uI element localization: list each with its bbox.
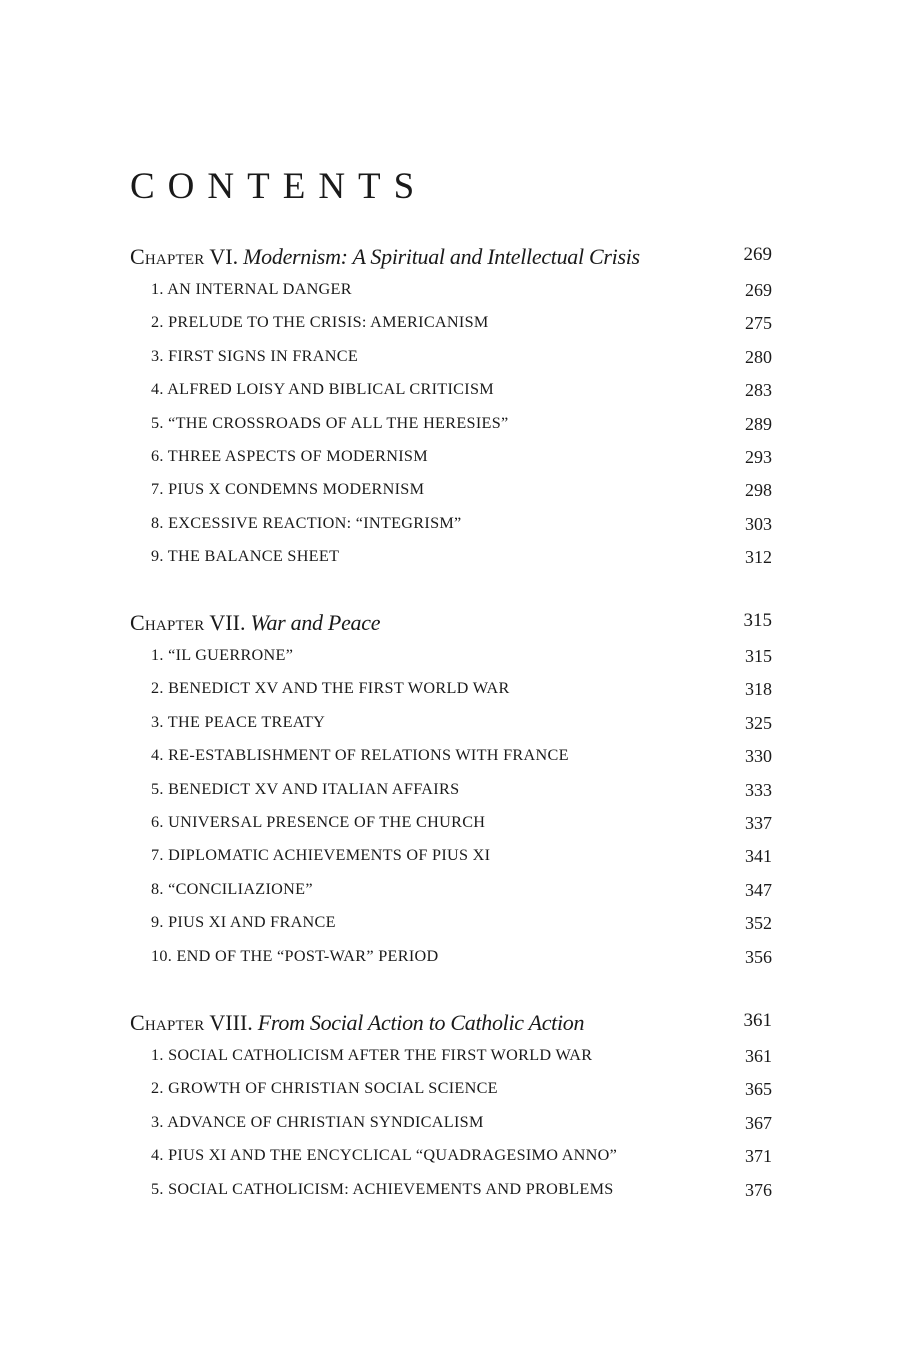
chapter-7: [130, 610, 772, 980]
chapter-heading[interactable]: [130, 610, 772, 646]
section-entry[interactable]: [130, 347, 772, 380]
page-number: 283: [745, 380, 772, 401]
section-entry[interactable]: [130, 1046, 772, 1079]
page-number: 318: [745, 679, 772, 700]
page-title: CONTENTS: [130, 166, 428, 207]
section-entry[interactable]: [130, 1113, 772, 1146]
section-title: 1. SOCIAL CATHOLICISM AFTER THE FIRST WORLD WAR: [151, 1046, 593, 1064]
section-title: 1. AN INTERNAL DANGER: [151, 280, 352, 298]
chapter-title: From Social Action to Catholic Action: [257, 1010, 585, 1035]
section-title: 6. UNIVERSAL PRESENCE OF THE CHURCH: [151, 812, 486, 831]
section-title: 4. ALFRED LOISY AND BIBLICAL CRITICISM: [151, 380, 494, 399]
page-number: 376: [745, 1179, 772, 1200]
section-entry[interactable]: [130, 480, 772, 513]
section-entry[interactable]: [130, 447, 772, 480]
section-title: 8. EXCESSIVE REACTION: “INTEGRISM”: [151, 513, 462, 532]
page-number: 275: [745, 313, 772, 334]
chapter-8: [130, 1010, 772, 1213]
chapter-number: VIII.: [209, 1010, 253, 1035]
section-entry[interactable]: [130, 880, 772, 913]
section-title: 9. PIUS XI AND FRANCE: [151, 913, 336, 932]
section-entry[interactable]: [130, 746, 772, 779]
section-title: 2. BENEDICT XV AND THE FIRST WORLD WAR: [151, 679, 510, 698]
section-title: 7. DIPLOMATIC ACHIEVEMENTS OF PIUS XI: [151, 846, 491, 865]
chapter-title: War and Peace: [250, 610, 381, 635]
section-entry[interactable]: [130, 780, 772, 813]
section-entry[interactable]: [130, 1146, 772, 1179]
section-entry[interactable]: [130, 1180, 772, 1213]
chapter-number: VII.: [209, 610, 246, 635]
section-entry[interactable]: [130, 813, 772, 846]
page-number: 371: [745, 1146, 772, 1167]
section-title: 5. SOCIAL CATHOLICISM: ACHIEVEMENTS AND PROBLEMS: [151, 1179, 614, 1198]
page-number: 330: [745, 746, 772, 767]
page-number: 367: [745, 1112, 772, 1133]
section-entry[interactable]: [130, 1079, 772, 1112]
section-entry[interactable]: [130, 713, 772, 746]
section-entry[interactable]: [130, 313, 772, 346]
page-number: 315: [743, 610, 772, 631]
section-title: 5. BENEDICT XV AND ITALIAN AFFAIRS: [151, 779, 460, 798]
page-number: 303: [745, 513, 772, 534]
section-entry[interactable]: [130, 846, 772, 879]
section-title: 2. GROWTH OF CHRISTIAN SOCIAL SCIENCE: [151, 1079, 498, 1098]
section-title: 2. PRELUDE TO THE CRISIS: AMERICANISM: [151, 313, 489, 332]
page-number: 293: [745, 446, 772, 467]
section-title: 7. PIUS X CONDEMNS MODERNISM: [151, 480, 425, 499]
page-number: 352: [745, 913, 772, 934]
chapter-title: Modernism: A Spiritual and Intellectual Crisis: [243, 244, 640, 269]
section-title: 1. “IL GUERRONE”: [151, 646, 294, 664]
section-title: 4. RE-ESTABLISHMENT OF RELATIONS WITH FRANCE: [151, 746, 569, 765]
section-title: 5. “THE CROSSROADS OF ALL THE HERESIES”: [151, 413, 509, 432]
page-number: 269: [745, 280, 772, 300]
section-title: 4. PIUS XI AND THE ENCYCLICAL “QUADRAGESIMO ANNO”: [151, 1146, 618, 1165]
page-number: 341: [745, 846, 772, 867]
section-title: 3. FIRST SIGNS IN FRANCE: [151, 346, 359, 365]
section-title: 10. END OF THE “POST-WAR” PERIOD: [151, 946, 439, 965]
chapter-number: VI.: [209, 244, 239, 269]
page-number: 325: [745, 712, 772, 733]
section-title: 6. THREE ASPECTS OF MODERNISM: [151, 446, 428, 465]
chapter-label: Chapter: [130, 610, 205, 635]
page-number: 333: [745, 779, 772, 800]
page-number: 315: [745, 646, 772, 666]
chapter-heading[interactable]: [130, 244, 772, 280]
page-number: 347: [745, 879, 772, 900]
page-number: 269: [743, 244, 772, 265]
section-entry[interactable]: [130, 947, 772, 980]
section-entry[interactable]: [130, 514, 772, 547]
chapter-6: [130, 244, 772, 581]
section-entry[interactable]: [130, 380, 772, 413]
section-entry[interactable]: [130, 547, 772, 580]
section-title: 3. ADVANCE OF CHRISTIAN SYNDICALISM: [151, 1112, 484, 1131]
section-title: 8. “CONCILIAZIONE”: [151, 879, 313, 898]
section-title: 3. THE PEACE TREATY: [151, 712, 326, 731]
chapter-heading[interactable]: [130, 1010, 772, 1046]
page-number: 361: [745, 1046, 772, 1066]
page-number: 298: [745, 480, 772, 501]
section-entry[interactable]: [130, 913, 772, 946]
page-number: 365: [745, 1079, 772, 1100]
section-entry[interactable]: [130, 646, 772, 679]
page-number: 356: [745, 946, 772, 967]
page-number: 337: [745, 812, 772, 833]
section-entry[interactable]: [130, 679, 772, 712]
chapter-label: Chapter: [130, 1010, 205, 1035]
page-number: 289: [745, 413, 772, 434]
section-title: 9. THE BALANCE SHEET: [151, 547, 340, 566]
page-number: 361: [743, 1010, 772, 1031]
chapter-label: Chapter: [130, 244, 205, 269]
page-number: 280: [745, 346, 772, 367]
section-entry[interactable]: [130, 414, 772, 447]
section-entry[interactable]: [130, 280, 772, 313]
page-number: 312: [745, 547, 772, 568]
